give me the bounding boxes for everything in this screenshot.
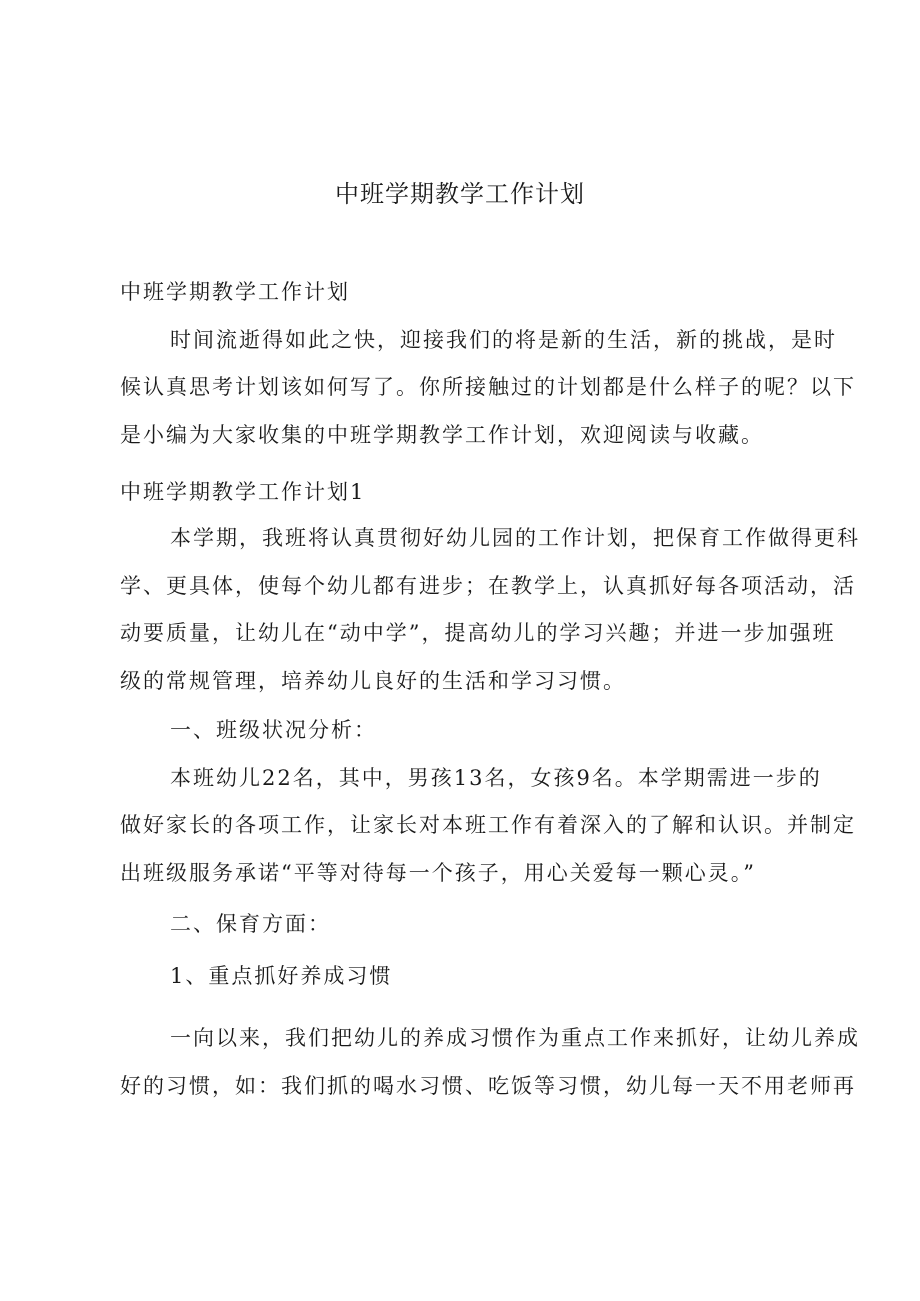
habits-line-2: 好的习惯，如：我们抓的喝水习惯、吃饭等习惯，幼儿每一天不用老师再 <box>120 1074 856 1098</box>
section-heading-plan-1: 中班学期教学工作计划1 <box>120 480 366 504</box>
habits-line-1: 一向以来，我们把幼儿的养成习惯作为重点工作来抓好，让幼儿养成 <box>170 1026 860 1050</box>
subtitle-line: 中班学期教学工作计划 <box>120 280 350 304</box>
plan-paragraph-line-1: 本学期，我班将认真贯彻好幼儿园的工作计划，把保育工作做得更科 <box>170 526 860 550</box>
analysis-line-1: 本班幼儿22名，其中，男孩13名，女孩9名。本学期需进一步的 <box>170 766 822 790</box>
document-title: 中班学期教学工作计划 <box>335 180 585 208</box>
plan-paragraph-line-4: 级的常规管理，培养幼儿良好的生活和学习习惯。 <box>120 669 626 693</box>
analysis-line-3: 出班级服务承诺“平等对待每一个孩子，用心关爱每一颗心灵。” <box>120 861 756 885</box>
subheading-habits: 1、重点抓好养成习惯 <box>170 964 393 988</box>
section-heading-class-analysis: 一、班级状况分析： <box>170 718 377 742</box>
plan-paragraph-line-3: 动要质量，让幼儿在“动中学”，提高幼儿的学习兴趣；并进一步加强班 <box>120 621 836 645</box>
section-heading-care: 二、保育方面： <box>170 912 331 936</box>
intro-line-3: 是小编为大家收集的中班学期教学工作计划，欢迎阅读与收藏。 <box>120 423 764 447</box>
plan-paragraph-line-2: 学、更具体，使每个幼儿都有进步；在教学上，认真抓好每各项活动，活 <box>120 574 856 598</box>
intro-line-2: 候认真思考计划该如何写了。你所接触过的计划都是什么样子的呢？以下 <box>120 375 856 399</box>
intro-line-1: 时间流逝得如此之快，迎接我们的将是新的生活，新的挑战，是时 <box>170 328 837 352</box>
analysis-line-2: 做好家长的各项工作，让家长对本班工作有着深入的了解和认识。并制定 <box>120 813 856 837</box>
